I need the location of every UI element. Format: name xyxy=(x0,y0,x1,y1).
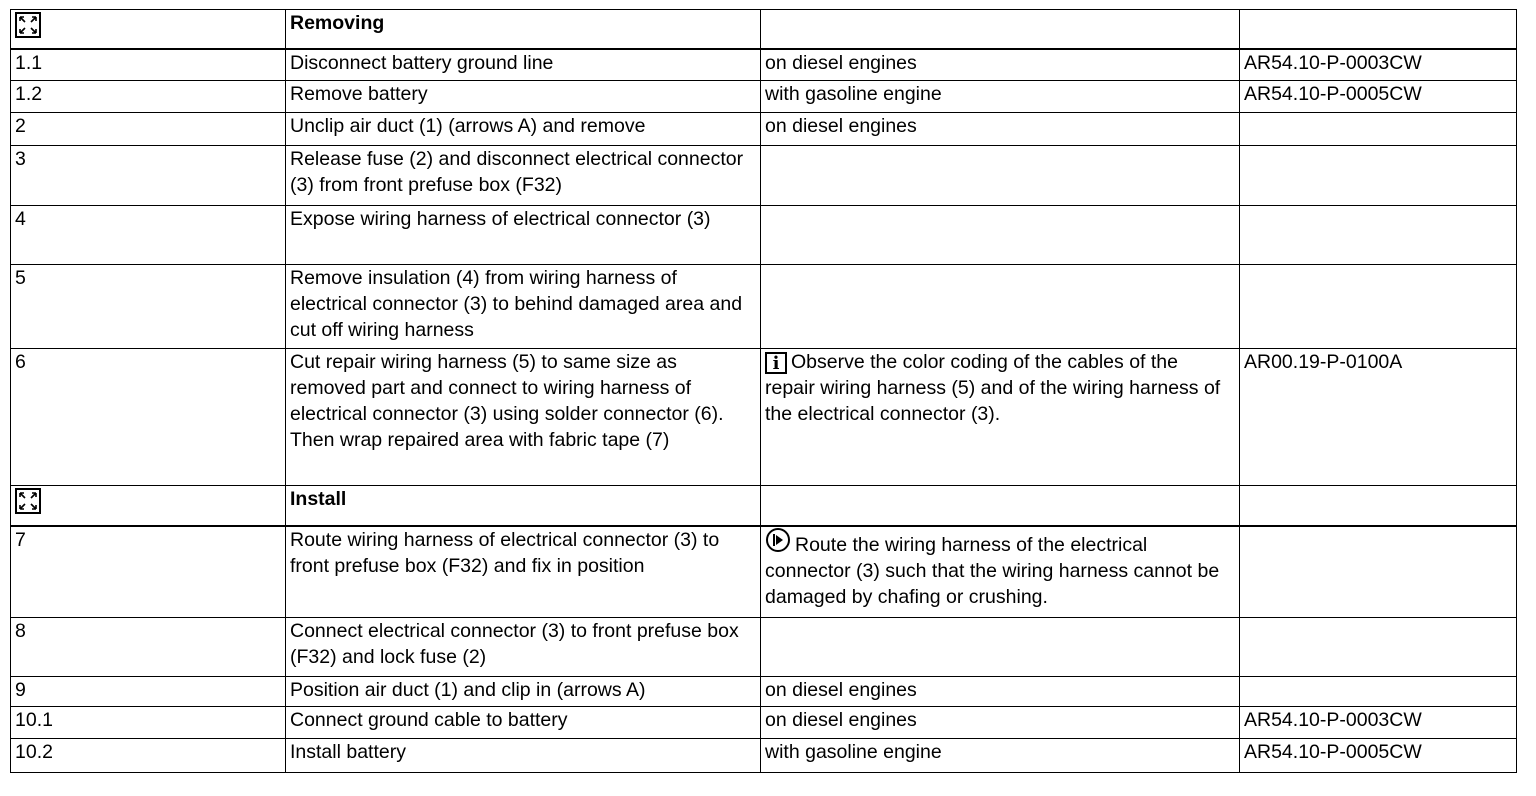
step-note xyxy=(761,618,1240,677)
step-number: 1.1 xyxy=(11,49,286,81)
step-number: 4 xyxy=(11,206,286,265)
info-icon: i xyxy=(765,352,787,374)
step-number: 10.2 xyxy=(11,739,286,773)
step-note: with gasoline engine xyxy=(761,81,1240,113)
table-row xyxy=(11,677,1517,707)
table-row xyxy=(11,81,1517,113)
step-note: with gasoline engine xyxy=(761,739,1240,773)
step-note xyxy=(761,265,1240,349)
step-action: Disconnect battery ground line xyxy=(286,49,761,81)
note-arrow-icon xyxy=(765,527,791,553)
step-reference-link[interactable]: AR00.19-P-0100A xyxy=(1240,349,1517,486)
step-reference-link[interactable]: AR54.10-P-0003CW xyxy=(1240,49,1517,81)
step-reference-link[interactable] xyxy=(1240,113,1517,146)
step-note: on diesel engines xyxy=(761,707,1240,739)
table-row xyxy=(11,146,1517,206)
section-header-install xyxy=(11,486,1517,526)
table-row xyxy=(11,49,1517,81)
table-row xyxy=(11,739,1517,773)
step-action: Install battery xyxy=(286,739,761,773)
step-reference-link[interactable] xyxy=(1240,265,1517,349)
step-reference-link[interactable]: AR54.10-P-0005CW xyxy=(1240,81,1517,113)
step-action: Connect ground cable to battery xyxy=(286,707,761,739)
step-note-text: Route the wiring harness of the electrical connector (3) such that the wiring harness cannot be damaged by chafing or crushing. xyxy=(765,533,1220,608)
step-action: Position air duct (1) and clip in (arrows A) xyxy=(286,677,761,707)
section-expand-icon xyxy=(15,488,41,514)
step-number: 2 xyxy=(11,113,286,146)
step-action: Route wiring harness of electrical connector (3) to front prefuse box (F32) and fix in position xyxy=(286,526,761,618)
section-expand-icon xyxy=(15,12,41,38)
step-number: 7 xyxy=(11,526,286,618)
step-note: on diesel engines xyxy=(761,677,1240,707)
table-row xyxy=(11,113,1517,146)
table-row xyxy=(11,206,1517,265)
procedure-table xyxy=(10,9,1517,773)
step-number: 3 xyxy=(11,146,286,206)
section-icon-cell xyxy=(11,486,286,526)
table-row xyxy=(11,707,1517,739)
table-row xyxy=(11,618,1517,677)
step-action: Release fuse (2) and disconnect electrical connector (3) from front prefuse box (F32) xyxy=(286,146,761,206)
table-row xyxy=(11,349,1517,486)
step-action: Remove insulation (4) from wiring harness of electrical connector (3) to behind damaged area and cut off wiring harness xyxy=(286,265,761,349)
step-number: 6 xyxy=(11,349,286,486)
step-note xyxy=(761,526,1240,618)
section-title: Install xyxy=(286,486,761,526)
table-row xyxy=(11,526,1517,618)
step-action: Connect electrical connector (3) to front prefuse box (F32) and lock fuse (2) xyxy=(286,618,761,677)
section-title: Removing xyxy=(286,10,761,49)
step-action: Expose wiring harness of electrical connector (3) xyxy=(286,206,761,265)
empty-cell xyxy=(761,10,1240,49)
step-number: 9 xyxy=(11,677,286,707)
table-row xyxy=(11,265,1517,349)
step-number: 1.2 xyxy=(11,81,286,113)
step-note: on diesel engines xyxy=(761,49,1240,81)
empty-cell xyxy=(761,486,1240,526)
step-reference-link[interactable] xyxy=(1240,618,1517,677)
step-note xyxy=(761,146,1240,206)
step-note xyxy=(761,206,1240,265)
step-action: Cut repair wiring harness (5) to same size as removed part and connect to wiring harness of electrical connector (3) using solder connector (6). Then wrap repaired area with fabric tape (7) xyxy=(286,349,761,486)
step-note-text: Observe the color coding of the cables of the repair wiring harness (5) and of the wiring harness of the electrical connector (3). xyxy=(765,351,1221,425)
section-icon-cell xyxy=(11,10,286,49)
section-header-removing xyxy=(11,10,1517,49)
step-reference-link[interactable]: AR54.10-P-0003CW xyxy=(1240,707,1517,739)
step-note xyxy=(761,349,1240,486)
step-action: Remove battery xyxy=(286,81,761,113)
step-reference-link[interactable] xyxy=(1240,526,1517,618)
empty-cell xyxy=(1240,10,1517,49)
step-number: 10.1 xyxy=(11,707,286,739)
empty-cell xyxy=(1240,486,1517,526)
step-action: Unclip air duct (1) (arrows A) and remove xyxy=(286,113,761,146)
step-reference-link[interactable] xyxy=(1240,677,1517,707)
step-reference-link[interactable] xyxy=(1240,206,1517,265)
step-note: on diesel engines xyxy=(761,113,1240,146)
step-reference-link[interactable] xyxy=(1240,146,1517,206)
step-number: 8 xyxy=(11,618,286,677)
step-reference-link[interactable]: AR54.10-P-0005CW xyxy=(1240,739,1517,773)
step-number: 5 xyxy=(11,265,286,349)
